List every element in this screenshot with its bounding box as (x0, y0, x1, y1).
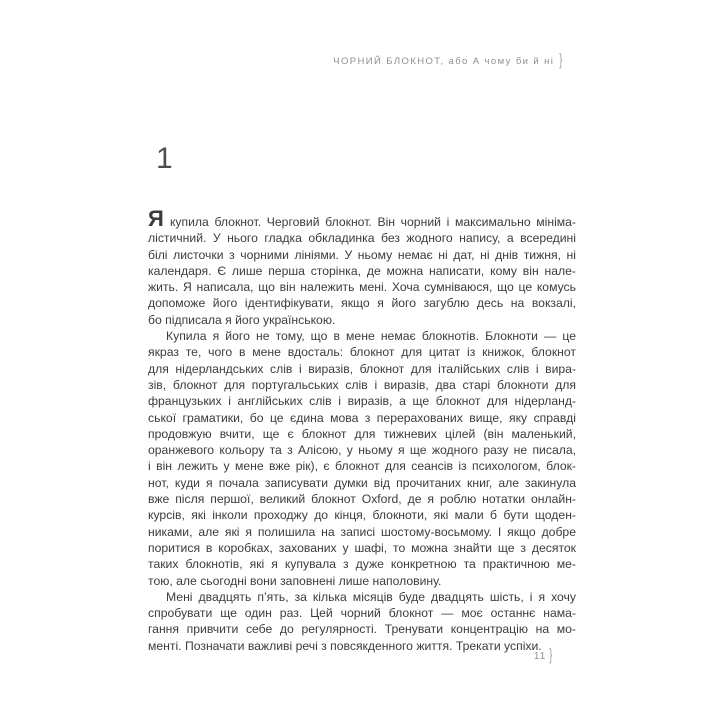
text-line: никами, але які я полишила на записі шостому-восьмому. І якщо добре (148, 524, 576, 539)
page-number-value: 11 (533, 651, 547, 662)
paragraph (148, 589, 576, 654)
text-line: таких блокнотів, які я купувала з дуже конкретною та практичною ме- (148, 557, 576, 572)
chapter-number: 1 (156, 142, 173, 175)
text-line: нот, куди я почала записувати думки від прочитаних книг, але закинула (148, 475, 576, 490)
text-line: жить. Я написала, що він належить мені. Хоча сумніваюся, що це комусь (148, 280, 576, 295)
text-line: продовжую вчити, ще є блокнот для тижневих цілей (він маленький, (148, 426, 576, 441)
text-line: зів, блокнот для португальських слів і виразів, два старі блокноти для (148, 377, 576, 392)
running-header-text: ЧОРНИЙ БЛОКНОТ, або А чому би й ні (333, 56, 555, 67)
text-line: бо підписала я його українською. (148, 312, 336, 327)
paragraph (148, 328, 576, 589)
text-line: оранжевого кольору та з Алісою, у ньому я ще жодного разу не писала, (148, 443, 576, 458)
text-line: Мені двадцять п’ять, за кілька місяців буде двадцять шість, і я хочу (166, 589, 576, 604)
text-line: білі листочки з чорними лініями. У ньому немає ні дат, ні днів тижня, ні (148, 247, 576, 262)
text-line: лістичний. У нього гладка обкладинка без жодного напису, а всередині (148, 231, 576, 246)
text-line: допоможе його ідентифікувати, якщо я його загублю десь на вокзалі, (148, 296, 576, 311)
text-line: французьких і англійських слів і виразів, а ще блокнот для нідерланд- (148, 394, 576, 409)
text-line: менті. Позначати важливі речі з повсякденного життя. Трекати успіхи. (148, 638, 542, 653)
text-block (148, 206, 576, 654)
folio-bracket-ornament: } (549, 646, 553, 665)
text-line: і він лежить у мене вже рік), є блокнот для сеансів із психологом, блок- (148, 459, 576, 474)
text-line: Я купила блокнот. Черговий блокнот. Він чорний і максимально мініма- (148, 206, 576, 231)
text-line: ської граматики, бо це єдина мова з перерахованих вище, яку справді (148, 410, 576, 425)
text-line: тою, але сьогодні вони заповнені лише наполовину. (148, 573, 442, 588)
text-line: поритися в коробках, захованих у шафі, то можна знайти ще з десяток (148, 540, 576, 555)
text-line: курсів, які інколи проходжу до кінця, блокноти, які мали б бути щоден- (148, 508, 576, 523)
text-line: Купила я його не тому, що в мене немає блокнотів. Блокноти — це (166, 329, 576, 344)
drop-cap-letter: Я (148, 206, 165, 231)
header-bracket-ornament: } (559, 51, 563, 70)
running-header (333, 51, 563, 70)
text-line: спробувати ще один раз. Цей чорний блокнот — моє останнє нама- (148, 606, 576, 621)
text-line: вже після першої, великий блокнот Oxford, де я роблю нотатки онлайн- (148, 492, 576, 507)
text-line: календаря. Є лише перша сторінка, де можна написати, кому він нале- (148, 263, 576, 278)
text-line: якраз те, чого в мене вдосталь: блокнот для цитат із книжок, блокнот (148, 345, 576, 360)
page-number (533, 646, 553, 665)
text-line: гання привчити себе до регулярності. Тренувати концентрацію на мо- (148, 622, 576, 637)
text-line: для нідерландських слів і виразів, блокнот для італійських слів і вира- (148, 361, 576, 376)
paragraph (148, 206, 576, 328)
